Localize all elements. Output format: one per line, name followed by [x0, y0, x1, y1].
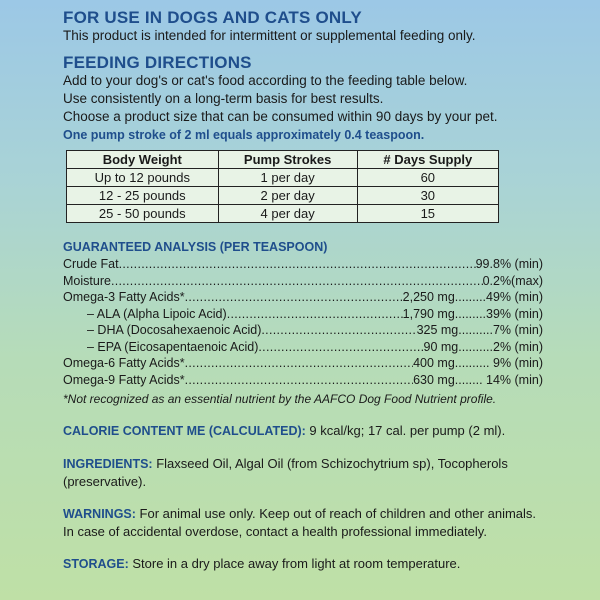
analysis-label: Moisture	[63, 273, 111, 288]
analysis-label: Crude Fat	[63, 257, 119, 271]
analysis-row	[63, 355, 543, 372]
analysis-label: – EPA (Eicosapentaenoic Acid)	[87, 339, 259, 354]
analysis-label: Omega-3 Fatty Acids*	[63, 290, 185, 304]
analysis-row	[63, 339, 543, 356]
analysis-row	[63, 322, 543, 339]
feeding-title: FEEDING DIRECTIONS	[63, 53, 252, 72]
feeding-section	[63, 53, 543, 223]
leader-dots	[111, 273, 483, 290]
table-cell: 25 - 50 pounds	[67, 205, 219, 223]
leader-dots	[258, 339, 423, 356]
usage-title: FOR USE IN DOGS AND CATS ONLY	[63, 8, 362, 27]
label-panel	[63, 8, 543, 573]
analysis-row	[63, 256, 543, 273]
table-cell: 12 - 25 pounds	[67, 187, 219, 205]
feeding-line: Choose a product size that can be consumed within 90 days by your pet.	[63, 109, 498, 124]
usage-subtitle: This product is intended for intermittent or supplemental feeding only.	[63, 28, 476, 43]
analysis-label: – ALA (Alpha Lipoic Acid)	[87, 306, 227, 321]
analysis-label: Omega-6 Fatty Acids*	[63, 356, 185, 370]
analysis-value: 400 mg.......... 9% (min)	[413, 356, 543, 370]
table-row	[67, 205, 499, 223]
table-header-row	[67, 151, 499, 169]
feeding-line: Add to your dog's or cat's food according to the feeding table below.	[63, 73, 468, 88]
analysis-value: 0.2%(max)	[482, 273, 543, 288]
analysis-value: 1,790 mg.........39% (min)	[402, 306, 543, 321]
storage-label: STORAGE:	[63, 557, 129, 571]
analysis-value: 2,250 mg.........49% (min)	[402, 290, 543, 304]
analysis-label: Omega-9 Fatty Acids*	[63, 372, 185, 387]
calorie-text: 9 kcal/kg; 17 cal. per pump (2 ml).	[305, 423, 506, 438]
warnings-label: WARNINGS:	[63, 507, 136, 521]
column-header-days-supply: # Days Supply	[357, 151, 498, 169]
ingredients-text: Flaxseed Oil, Algal Oil (from Schizochytrium sp), Tocopherols (preservative).	[63, 456, 508, 489]
analysis-row	[63, 273, 543, 290]
leader-dots	[185, 289, 403, 306]
column-header-body-weight: Body Weight	[67, 151, 219, 169]
column-header-pump-strokes: Pump Strokes	[218, 151, 357, 169]
table-cell: 30	[357, 187, 498, 205]
analysis-row	[63, 289, 543, 306]
table-cell: 1 per day	[218, 169, 357, 187]
calorie-label: CALORIE CONTENT ME (CALCULATED):	[63, 424, 306, 438]
table-cell: 4 per day	[218, 205, 357, 223]
leader-dots	[185, 372, 414, 389]
analysis-list	[63, 256, 543, 388]
analysis-title: GUARANTEED ANALYSIS (PER TEASPOON)	[63, 240, 328, 254]
pump-note: One pump stroke of 2 ml equals approximately 0.4 teaspoon.	[63, 128, 425, 142]
warnings-text: For animal use only. Keep out of reach of children and other animals. In case of accidental overdose, contact a health professional immediately.	[63, 506, 537, 539]
analysis-row	[63, 306, 543, 323]
feeding-table	[66, 150, 499, 223]
ingredients-label: INGREDIENTS:	[63, 457, 153, 471]
table-cell: 2 per day	[218, 187, 357, 205]
leader-dots	[227, 306, 403, 323]
analysis-label: – DHA (Docosahexaenoic Acid)	[87, 323, 262, 337]
leader-dots	[119, 256, 476, 273]
leader-dots	[261, 322, 416, 339]
analysis-value: 90 mg..........2% (min)	[423, 339, 543, 354]
ingredients-section	[63, 455, 543, 490]
feeding-line: Use consistently on a long-term basis for best results.	[63, 91, 384, 106]
table-cell: 60	[357, 169, 498, 187]
leader-dots	[185, 355, 414, 372]
analysis-value: 325 mg..........7% (min)	[416, 323, 543, 337]
table-cell: Up to 12 pounds	[67, 169, 219, 187]
analysis-row	[63, 372, 543, 389]
table-row	[67, 169, 499, 187]
storage-section	[63, 555, 543, 573]
table-cell: 15	[357, 205, 498, 223]
table-row	[67, 187, 499, 205]
analysis-value: 630 mg........ 14% (min)	[413, 372, 543, 387]
storage-text: Store in a dry place away from light at room temperature.	[128, 556, 461, 571]
aafco-footnote: *Not recognized as an essential nutrient by the AAFCO Dog Food Nutrient profile.	[63, 392, 497, 406]
analysis-value: 99.8% (min)	[475, 257, 543, 271]
usage-section	[63, 8, 543, 45]
warnings-section	[63, 505, 543, 540]
calorie-section	[63, 422, 543, 440]
